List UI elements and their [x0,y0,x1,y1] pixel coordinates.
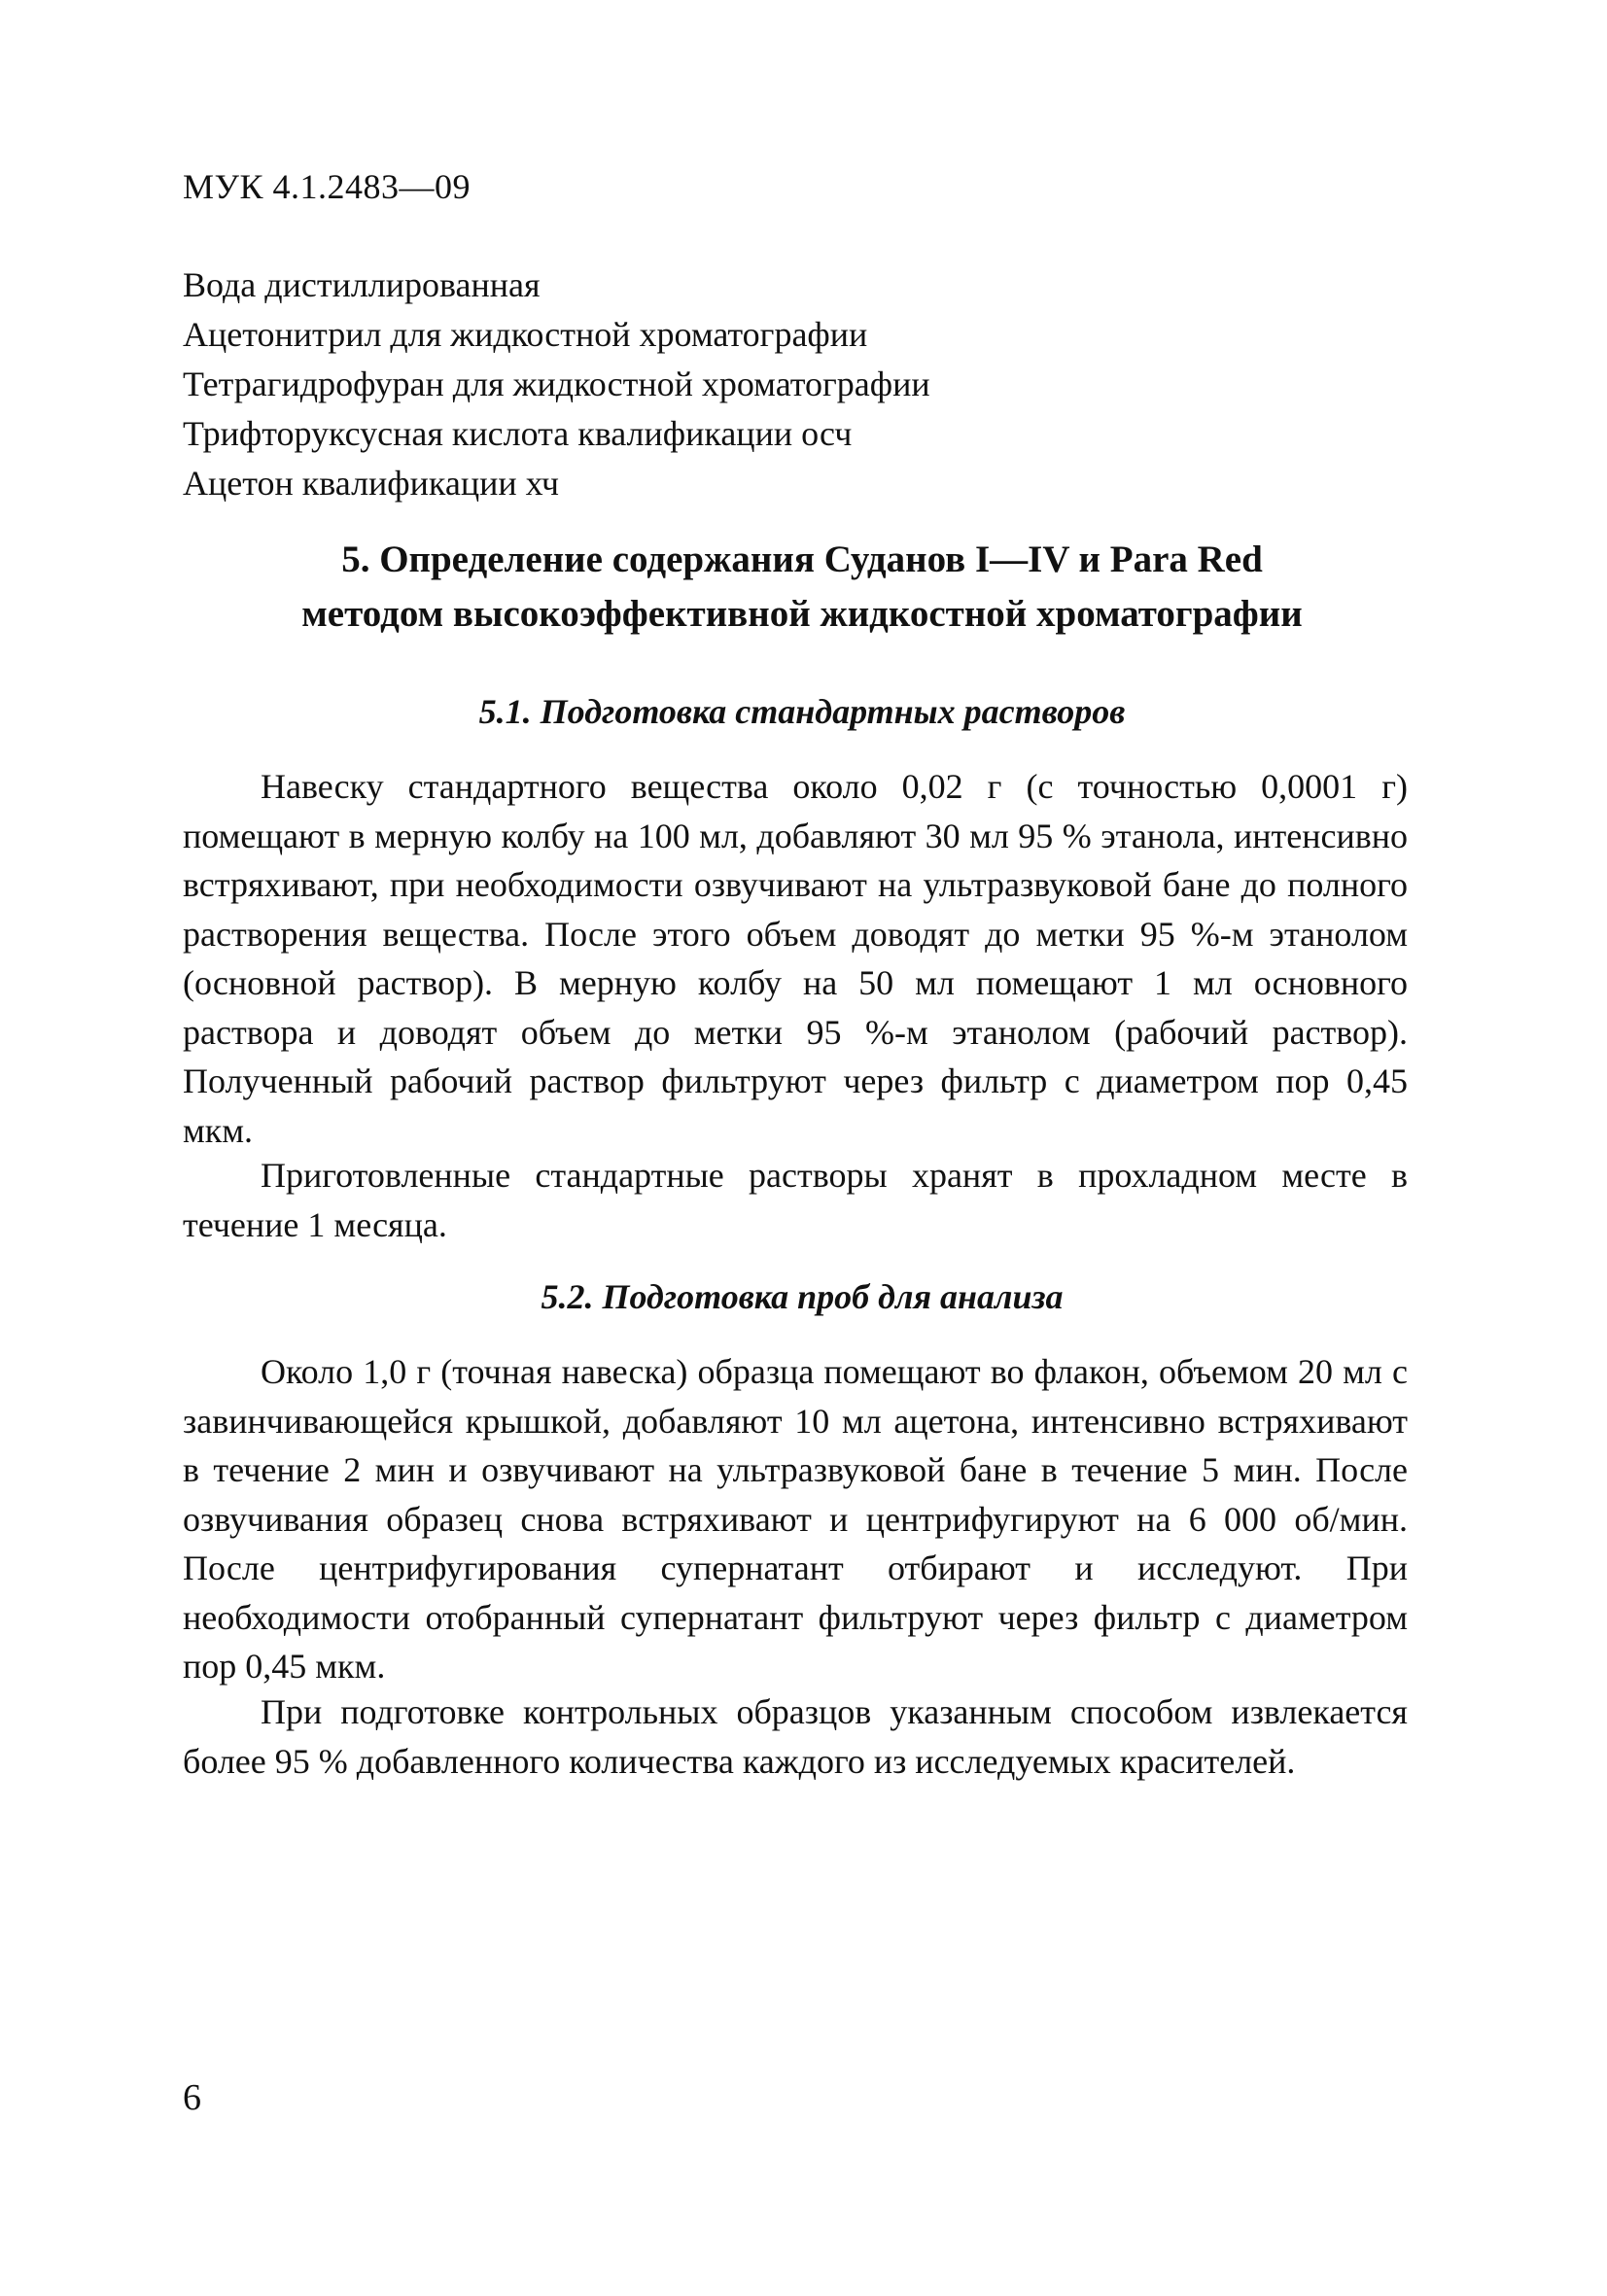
paragraph: При подготовке контрольных образцов указанным способом извлекается более 95 % добавленного количества каждого из исследуемых красителей. [183,1692,1408,1781]
list-item: Вода дистиллированная [183,265,541,304]
list-item: Тетрагидрофуран для жидкостной хроматографии [183,365,930,403]
document-code: МУК 4.1.2483—09 [183,167,472,206]
section-heading-line: методом высокоэффективной жидкостной хроматографии [301,593,1303,635]
list-item: Ацетон квалификации хч [183,464,559,503]
paragraph: Навеску стандартного вещества около 0,02 г (с точностью 0,0001 г) помещают в мерную колбу на 100 мл, добавляют 30 мл 95 % этанола, интенсивно встряхивают, при необходимости озвучивают на ультразвуковой бане до полного растворения вещества. После этого объем доводят до метки 95 %-м этанолом (основной раствор). В мерную колбу на 50 мл помещают 1 мл основного раствора и доводят объем до метки 95 %-м этанолом (рабочий раствор). Полученный рабочий раствор фильтруют через фильтр с диаметром пор 0,45 мкм. [183,767,1408,1150]
list-item: Ацетонитрил для жидкостной хроматографии [183,315,868,354]
subsection-heading-5-1: 5.1. Подготовка стандартных растворов [478,692,1126,731]
paragraph: Приготовленные стандартные растворы хранят в прохладном месте в течение 1 месяца. [183,1156,1408,1244]
list-item: Трифторуксусная кислота квалификации осч [183,414,853,453]
page-number: 6 [183,2077,201,2118]
subsection-heading-5-2: 5.2. Подготовка проб для анализа [541,1277,1064,1316]
paragraph: Около 1,0 г (точная навеска) образца помещают во флакон, объемом 20 мл с завинчивающейся крышкой, добавляют 10 мл ацетона, интенсивно встряхивают в течение 2 мин и озвучивают на ультразвуковой бане в течение 5 мин. После озвучивания образец снова встряхивают и центрифугируют на 6 000 об/мин. После центрифугирования супернатант отбирают и исследуют. При необходимости отобранный супернатант фильтруют через фильтр с диаметром пор 0,45 мкм. [183,1352,1408,1686]
section-heading [175,533,1429,642]
reagent-list [183,261,930,508]
section-heading-line: 5. Определение содержания Суданов I—IV и Para Red [341,539,1263,580]
